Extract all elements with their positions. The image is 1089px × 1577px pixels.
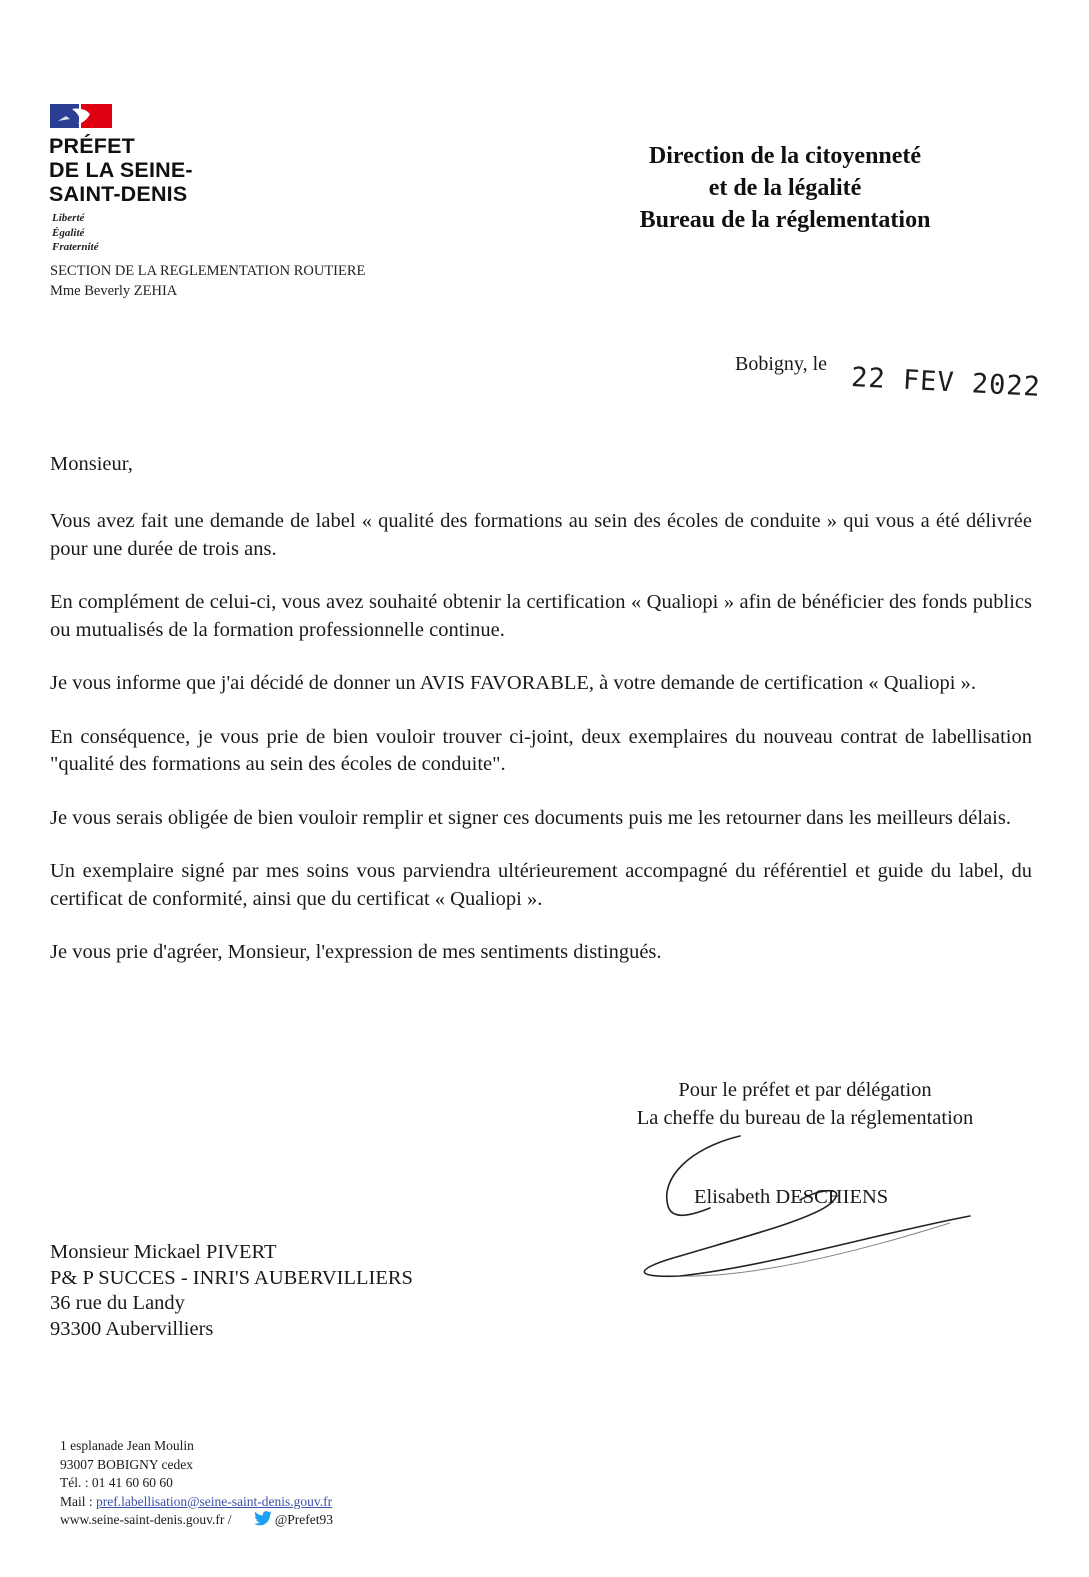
letter-paragraph: Je vous informe que j'ai décidé de donner un AVIS FAVORABLE, à votre demande de certification « Qualiopi ». (50, 672, 976, 694)
footer-address-line: 1 esplanade Jean Moulin (60, 1438, 194, 1453)
footer-mail-link[interactable]: pref.labellisation@seine-saint-denis.gouv.fr (96, 1493, 333, 1509)
sender-contact: Mme Beverly ZEHIA (50, 283, 178, 299)
signoff-line: La cheffe du bureau de la réglementation (636, 1107, 974, 1129)
footer-mail-label: Mail : (60, 1493, 96, 1509)
footer-mail-row (60, 1493, 333, 1512)
letter-body (50, 508, 1032, 993)
footer-contact (60, 1437, 333, 1530)
direction-line: Direction de la citoyenneté (648, 143, 922, 169)
footer-phone: Tél. : 01 41 60 60 60 (60, 1475, 173, 1490)
letter-greeting: Monsieur, (50, 453, 133, 475)
letter-paragraph: Je vous serais obligée de bien vouloir remplir et signer ces documents puis me les retourner dans les meilleurs délais. (50, 806, 1011, 829)
direction-line: et de la légalité (708, 175, 862, 201)
signoff-block (590, 1076, 1020, 1132)
letter-paragraph: Je vous prie d'agréer, Monsieur, l'expression de mes sentiments distingués. (50, 941, 662, 963)
footer-website[interactable]: www.seine-saint-denis.gouv.fr / (60, 1512, 232, 1527)
direction-line: Bureau de la réglementation (639, 207, 931, 233)
logo-title-line: SAINT-DENIS (49, 182, 188, 206)
signoff-line: Pour le préfet et par délégation (678, 1079, 932, 1101)
prefet-logo-title (49, 134, 193, 206)
logo-title-line: PRÉFET (49, 134, 136, 158)
signer-name: Elisabeth DESCHIENS (694, 1186, 889, 1208)
motto-line: Égalité (52, 226, 85, 239)
sender-section: SECTION DE LA REGLEMENTATION ROUTIERE (50, 263, 366, 279)
logo-title-line: DE LA SEINE- (49, 158, 193, 182)
letter-paragraph: En complément de celui-ci, vous avez souhaité obtenir la certification « Qualiopi » afin de bénéficier des fonds publics ou mutualisés de la formation professionnelle continue. (50, 591, 1032, 641)
date-label: Bobigny, le (735, 353, 828, 375)
recipient-line: P& P SUCCES - INRI'S AUBERVILLIERS (50, 1266, 413, 1289)
motto-line: Fraternité (52, 241, 99, 253)
twitter-bird-icon (253, 1511, 273, 1527)
sender-block (50, 261, 365, 301)
footer-web-row (60, 1511, 333, 1530)
date-stamp: 22 FEV 2022 (850, 362, 1042, 403)
letter-paragraph: En conséquence, je vous prie de bien vouloir trouver ci-joint, deux exemplaires du nouveau contrat de labellisation "qualité des formations au sein des écoles de conduite". (50, 725, 1032, 775)
republic-motto (52, 211, 98, 255)
footer-twitter-handle[interactable]: @Prefet93 (274, 1512, 334, 1527)
letter-paragraph: Vous avez fait une demande de label « qualité des formations au sein des écoles de conduite » qui vous a été délivrée pour une durée de trois ans. (50, 510, 1032, 560)
letter-paragraph: Un exemplaire signé par mes soins vous parviendra ultérieurement accompagné du référentiel et guide du label, du certificat de conformité, ainsi que du certificat « Qualiopi ». (50, 860, 1032, 910)
recipient-line: 93300 Aubervilliers (50, 1317, 214, 1340)
motto-line: Liberté (52, 212, 85, 224)
footer-address-line: 93007 BOBIGNY cedex (60, 1456, 193, 1472)
recipient-address (50, 1240, 413, 1342)
marianne-logo (50, 104, 112, 128)
recipient-line: Monsieur Mickael PIVERT (50, 1241, 277, 1263)
recipient-line: 36 rue du Landy (50, 1292, 185, 1314)
direction-header (570, 140, 1000, 236)
